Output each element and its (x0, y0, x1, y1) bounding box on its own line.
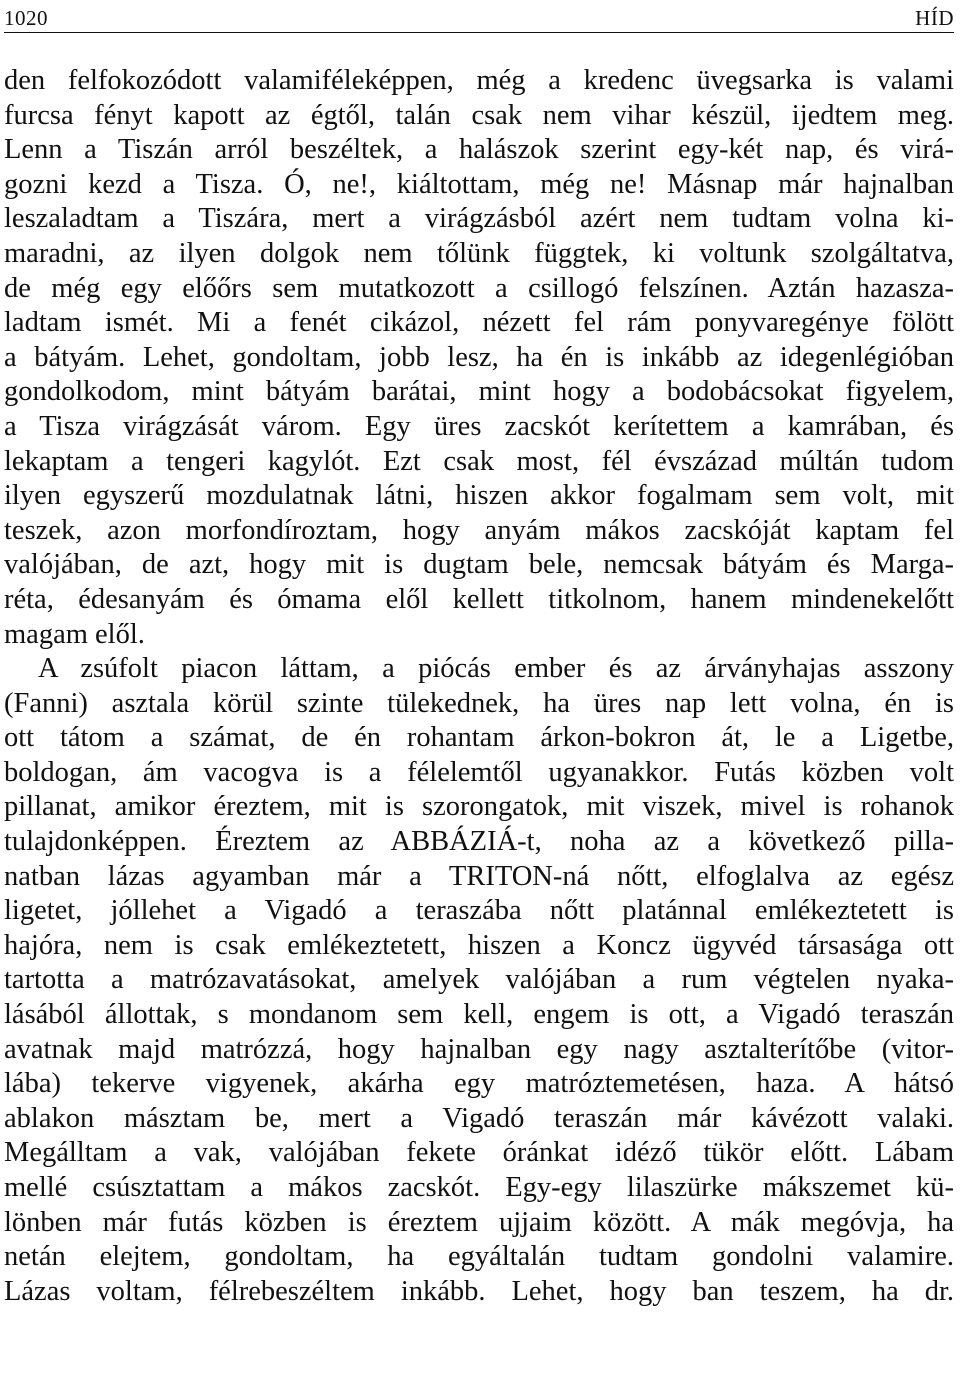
body-text (4, 64, 954, 1309)
text-line: maradni, az ilyen dolgok nem tőlünk függtek, ki voltunk szolgáltatva, (4, 237, 954, 269)
text-line: magam elől. (4, 618, 145, 650)
text-line: ladtam ismét. Mi a fenét cikázol, nézett fel rám ponyvaregénye fölött (4, 307, 954, 339)
running-title: HÍD (915, 6, 954, 30)
running-header (4, 4, 954, 33)
text-line: ablakon másztam be, mert a Vigadó teraszán már kávézott valaki. (4, 1102, 954, 1134)
text-line: avatnak majd matrózzá, hogy hajnalban egy nagy asztalterítőbe (vitor- (4, 1033, 954, 1065)
text-line: réta, édesanyám és ómama elől kellett titkolnom, hanem mindenekelőtt (4, 583, 954, 615)
text-line: gondolkodom, mint bátyám barátai, mint hogy a bodobácsokat figyelem, (4, 376, 954, 408)
text-line: leszaladtam a Tiszára, mert a virágzásból azért nem tudtam volna ki- (4, 203, 954, 235)
text-line: Lázas voltam, félrebeszéltem inkább. Lehet, hogy ban teszem, ha dr. (4, 1275, 954, 1307)
text-line: lönben már futás közben is éreztem ujjaim között. A mák megóvja, ha (4, 1206, 954, 1238)
text-line: lába) tekerve vigyenek, akárha egy matróztemetésen, haza. A hátsó (4, 1068, 954, 1100)
text-line: Lenn a Tiszán arról beszéltek, a halászok szerint egy-két nap, és virá- (4, 134, 954, 166)
text-line: gozni kezd a Tisza. Ó, ne!, kiáltottam, még ne! Másnap már hajnalban (4, 168, 954, 200)
text-line: a bátyám. Lehet, gondoltam, jobb lesz, ha én is inkább az idegenlégióban (4, 341, 954, 373)
text-line: hajóra, nem is csak emlékeztetett, hiszen a Koncz ügyvéd társasága ott (4, 929, 954, 961)
text-line: ligetet, jóllehet a Vigadó a teraszába nőtt platánnal emlékeztetett is (4, 895, 954, 927)
text-line: tartotta a matrózavatásokat, amelyek valójában a rum végtelen nyaka- (4, 964, 954, 996)
text-line: mellé csúsztattam a mákos zacskót. Egy-egy lilaszürke mákszemet kü- (4, 1172, 954, 1203)
text-line: lekaptam a tengeri kagylót. Ezt csak most, fél évszázad múltán tudom (4, 445, 954, 477)
text-line: den felfokozódott valamiféleképpen, még a kredenc üvegsarka is valami (4, 65, 954, 96)
text-line: ilyen egyszerű mozdulatnak látni, hiszen akkor fogalmam sem volt, mit (4, 480, 954, 512)
text-line: a Tisza virágzását várom. Egy üres zacskót kerítettem a kamrában, és (4, 410, 954, 442)
text-line: lásából állottak, s mondanom sem kell, engem is ott, a Vigadó teraszán (4, 999, 954, 1031)
text-line: valójában, de azt, hogy mit is dugtam bele, nemcsak bátyám és Marga- (4, 549, 954, 581)
page-number: 1020 (4, 6, 48, 30)
text-line: boldogan, ám vacogva is a félelemtől ugyanakkor. Futás közben volt (4, 756, 954, 788)
text-line: teszek, azon morfondíroztam, hogy anyám mákos zacskóját kaptam fel (4, 514, 954, 546)
text-line: tulajdonképpen. Éreztem az ABBÁZIÁ-t, noha az a következő pilla- (4, 826, 954, 858)
text-line: (Fanni) asztala körül szinte tülekednek, ha üres nap lett volna, én is (4, 687, 954, 719)
text-line: de még egy előőrs sem mutatkozott a csillogó felszínen. Aztán hazasza- (4, 272, 954, 304)
text-line: ott tátom a számat, de én rohantam árkon-bokron át, le a Ligetbe, (4, 722, 954, 754)
text-line: netán elejtem, gondoltam, ha egyáltalán tudtam gondolni valamire. (4, 1241, 954, 1273)
text-line: furcsa fényt kapott az égtől, talán csak nem vihar készül, ijedtem meg. (4, 99, 954, 131)
text-line: A zsúfolt piacon láttam, a piócás ember és az árványhajas asszony (38, 653, 954, 685)
text-line: pillanat, amikor éreztem, mit is szorongatok, mit viszek, mivel is rohanok (4, 791, 954, 823)
text-line: natban lázas agyamban már a TRITON-ná nőtt, elfoglalva az egész (4, 860, 954, 892)
text-line: Megálltam a vak, valójában fekete óránkat idéző tükör előtt. Lábam (4, 1137, 954, 1169)
